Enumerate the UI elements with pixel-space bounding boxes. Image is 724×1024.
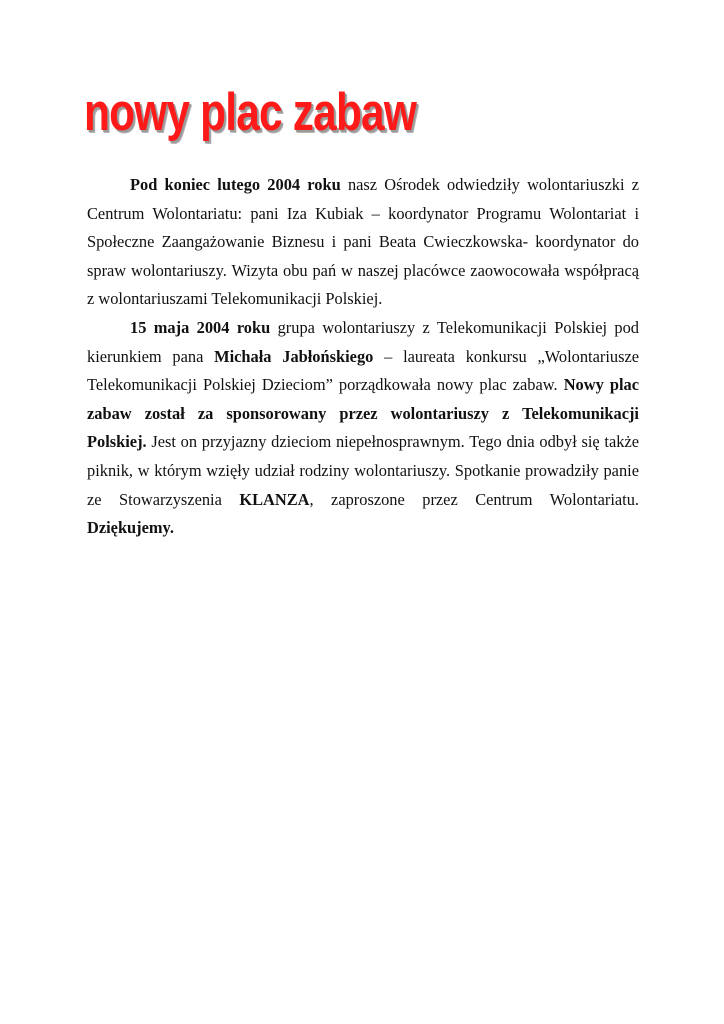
paragraph-2-text-a: grupa wolontariuszy z Telekomunikacji Polskiej pod kierunkiem pana <box>87 317 640 366</box>
paragraph-2-bold-sponsor: Nowy plac zabaw został za sponsorowany przez wolontariuszy z Telekomunikacji Polskiej. <box>87 375 639 452</box>
paragraph-2-bold-org: KLANZA <box>239 489 310 509</box>
paragraph-2-bold-name: Michała Jabłońskiego <box>214 346 374 366</box>
document-title: nowy plac zabaw <box>84 83 417 142</box>
document-body <box>87 171 639 543</box>
paragraph-1-bold-lead: Pod koniec lutego 2004 roku <box>130 175 341 194</box>
paragraph-1-text: nasz Ośrodek odwiedziły wolontariuszki z Centrum Wolontariatu: pani Iza Kubiak – koordynator Programu Wolontariat i Społeczne Zaangażowanie Biznesu i pani Beata Cwieczkowska- koordynator do spraw wolontariuszy. Wizyta obu pań w naszej placówce zaowocowała współpracą z wolontariuszami Telekomunikacji Polskiej. <box>87 175 639 309</box>
paragraph-2-text-b: – laureata konkursu „Wolontariusze Telekomunikacji Polskiej Dzieciom” porządkowała nowy plac zabaw. <box>87 346 639 395</box>
paragraph-2-text-c: Jest on przyjazny dzieciom niepełnosprawnym. Tego dnia odbył się także piknik, w którym wzięły udział rodziny wolontariuszy. Spotkanie prowadziły panie ze Stowarzyszenia <box>87 432 639 509</box>
paragraph-2-text-d: , zaproszone przez Centrum Wolontariatu. <box>309 489 639 509</box>
paragraph-2-bold-thanks: Dziękujemy. <box>87 518 174 538</box>
paragraph-2 <box>87 314 639 543</box>
paragraph-2-bold-date: 15 maja 2004 roku <box>130 317 271 337</box>
paragraph-1 <box>87 171 639 314</box>
